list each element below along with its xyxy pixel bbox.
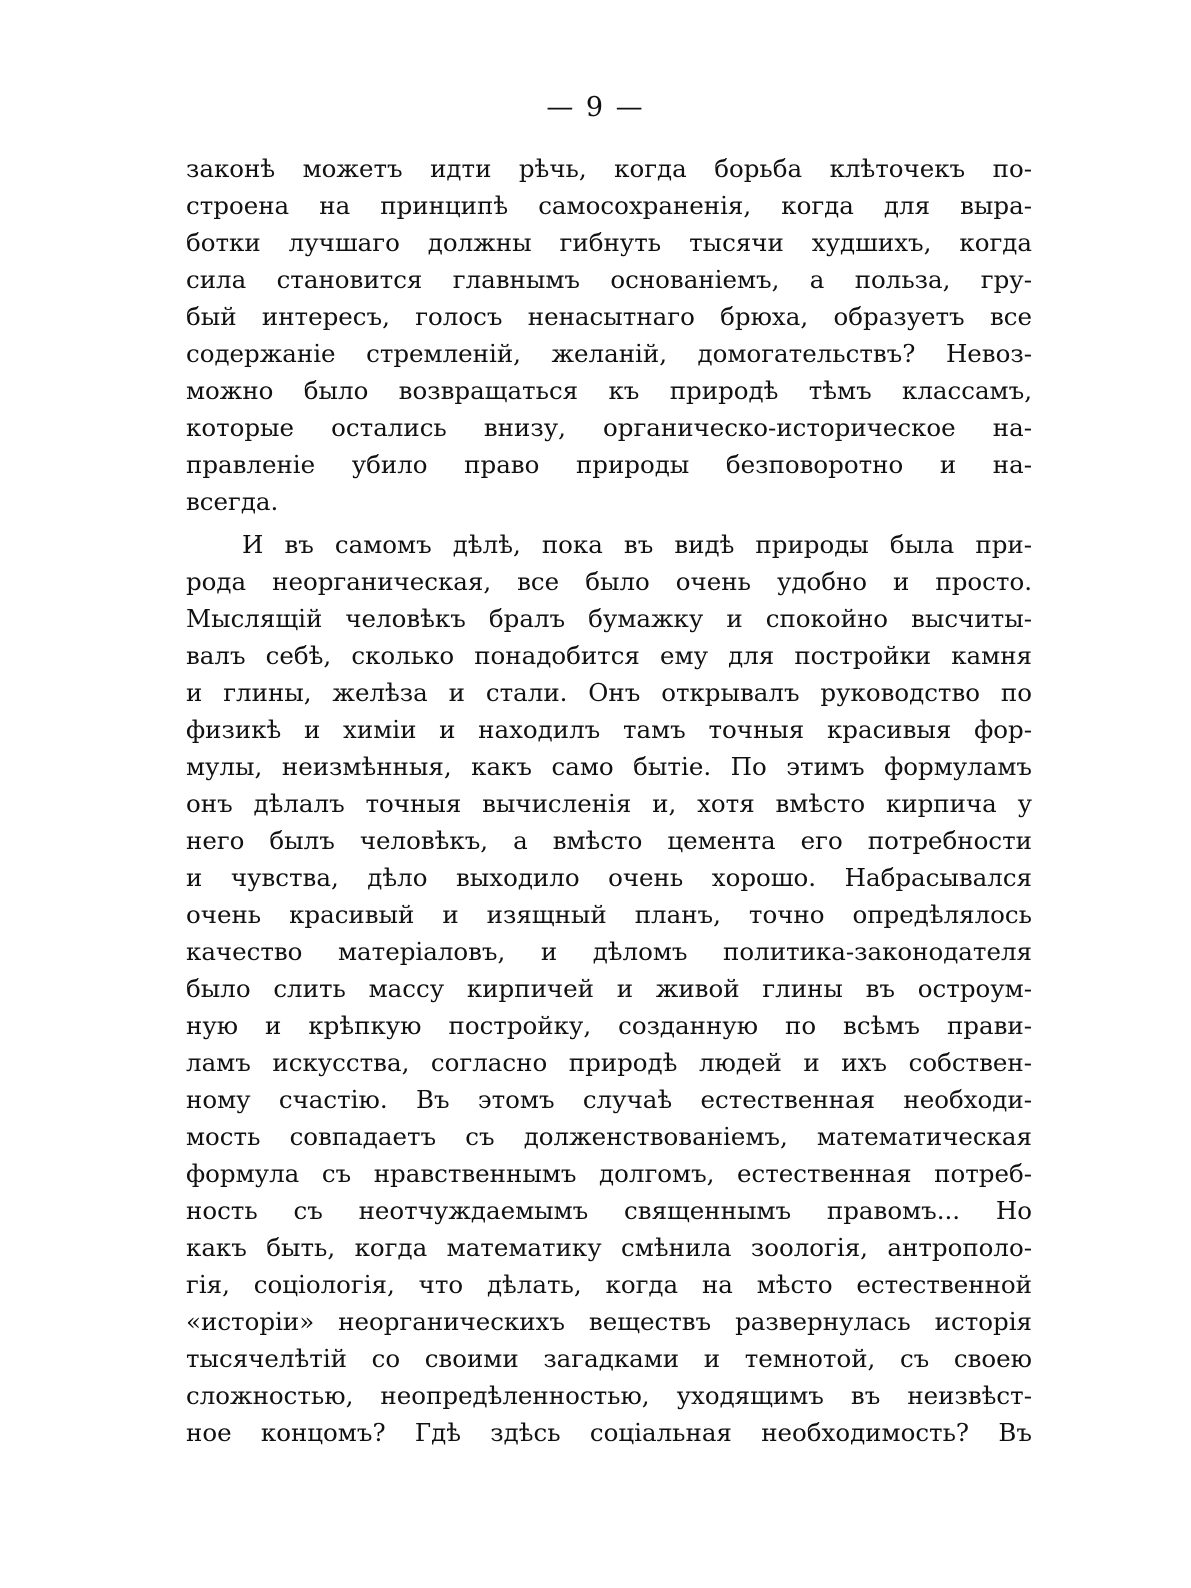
text-line: мулы, неизмѣнныя, какъ само бытіе. По этимъ формуламъ [186,752,1032,781]
text-line: мость совпадаетъ съ долженствованіемъ, математическая [186,1122,1032,1151]
text-line: ботки лучшаго должны гибнуть тысячи худшихъ, когда [186,228,1032,257]
text-line: и чувства, дѣло выходило очень хорошо. Набрасывался [186,863,1032,892]
page-body [186,150,1032,1451]
text-line: качество матеріаловъ, и дѣломъ политика-законодателя [186,937,1032,966]
text-line: содержаніе стремленій, желаній, домогательствъ? Невоз- [186,339,1032,368]
text-line: И въ самомъ дѣлѣ, пока въ видѣ природы была при- [242,530,1032,559]
text-line: законѣ можетъ идти рѣчь, когда борьба клѣточекъ по- [186,154,1032,183]
text-line: гія, соціологія, что дѣлать, когда на мѣсто естественной [186,1270,1032,1299]
text-line: ламъ искусства, согласно природѣ людей и ихъ собствен- [186,1048,1032,1077]
text-line: было слить массу кирпичей и живой глины въ остроум- [186,974,1032,1003]
paragraph-1 [186,150,1032,520]
text-line: бый интересъ, голосъ ненасытнаго брюха, образуетъ все [186,302,1032,331]
text-line: сила становится главнымъ основаніемъ, а польза, гру- [186,265,1032,294]
text-line: него былъ человѣкъ, а вмѣсто цемента его потребности [186,826,1032,855]
text-line: всегда. [186,487,279,516]
paragraph-2 [186,526,1032,1451]
text-line: ное концомъ? Гдѣ здѣсь соціальная необходимость? Въ [186,1418,1032,1447]
text-line: тысячелѣтій со своими загадками и темнотой, съ своею [186,1344,1032,1373]
text-line: очень красивый и изящный планъ, точно опредѣлялось [186,900,1032,929]
page-number: — 9 — [546,92,645,123]
text-line: которые остались внизу, органическо-историческое на- [186,413,1032,442]
text-line: онъ дѣлалъ точныя вычисленія и, хотя вмѣсто кирпича у [186,789,1032,818]
text-line: и глины, желѣза и стали. Онъ открывалъ руководство по [186,678,1032,707]
text-line: можно было возвращаться къ природѣ тѣмъ классамъ, [186,376,1032,405]
text-line: какъ быть, когда математику смѣнила зоологія, антрополо- [186,1233,1032,1262]
text-line: правленіе убило право природы безповоротно и на- [186,450,1032,479]
text-line: Мыслящій человѣкъ бралъ бумажку и спокойно высчиты- [186,604,1032,633]
text-line: физикѣ и химіи и находилъ тамъ точныя красивыя фор- [186,715,1032,744]
text-line: рода неорганическая, все было очень удобно и просто. [186,567,1032,596]
text-line: «исторіи» неорганическихъ веществъ развернулась исторія [186,1307,1032,1336]
text-line: валъ себѣ, сколько понадобится ему для постройки камня [186,641,1032,670]
text-line: сложностью, неопредѣленностью, уходящимъ въ неизвѣст- [186,1381,1032,1410]
text-line: ную и крѣпкую постройку, созданную по всѣмъ прави- [186,1011,1032,1040]
text-line: ному счастію. Въ этомъ случаѣ естественная необходи- [186,1085,1032,1114]
text-line: формула съ нравственнымъ долгомъ, естественная потреб- [186,1159,1032,1188]
text-line: ность съ неотчуждаемымъ священнымъ правомъ... Но [186,1196,1032,1225]
text-line: строена на принципѣ самосохраненія, когда для выра- [186,191,1032,220]
